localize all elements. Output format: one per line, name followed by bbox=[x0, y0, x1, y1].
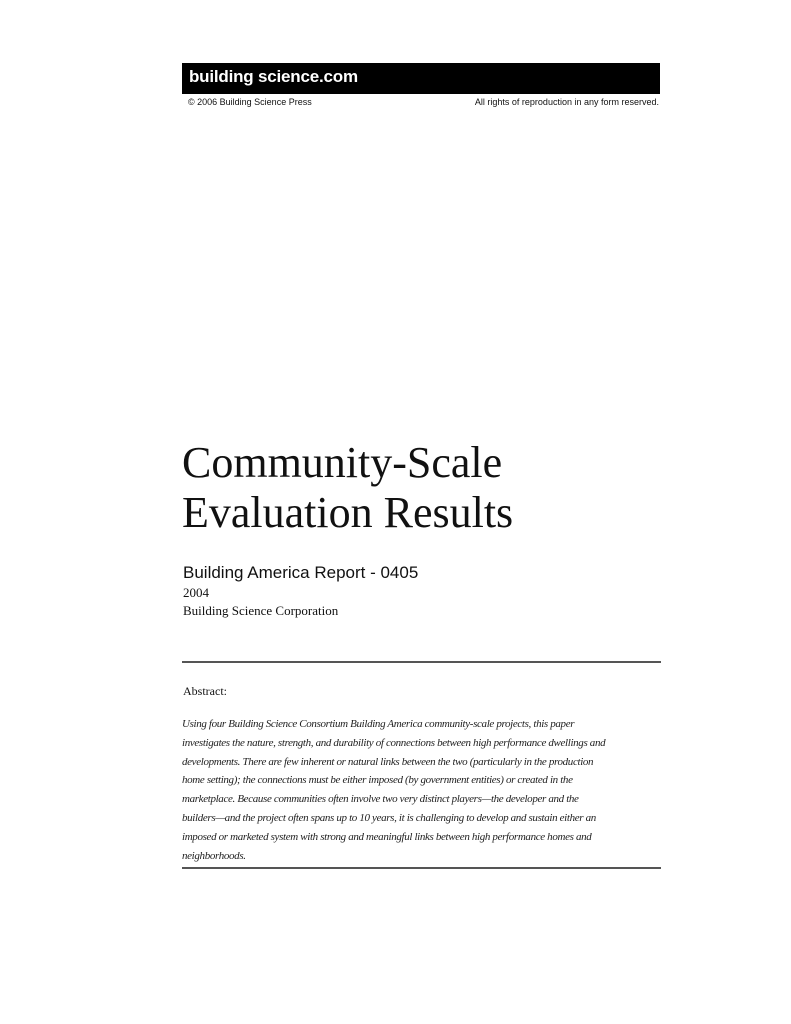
title-line-2: Evaluation Results bbox=[182, 488, 514, 537]
copyright-notice: © 2006 Building Science Press bbox=[188, 97, 312, 107]
report-organization: Building Science Corporation bbox=[183, 603, 339, 618]
divider-bottom bbox=[182, 867, 661, 869]
divider-top bbox=[182, 661, 661, 663]
abstract-heading: Abstract: bbox=[183, 684, 227, 698]
abstract-line: Using four Building Science Consortium Building America community-scale projects, this paper bbox=[182, 718, 575, 730]
title-line-1: Community-Scale bbox=[182, 438, 503, 487]
abstract-line: marketplace. Because communities often involve two very distinct players—the developer and the bbox=[182, 793, 579, 806]
abstract-line: builders—and the project often spans up to 10 years, it is challenging to develop and sustain either an bbox=[182, 811, 596, 824]
abstract-line: developments. There are few inherent or natural links between the two (particularly in the production bbox=[182, 755, 594, 768]
report-year: 2004 bbox=[183, 585, 209, 600]
header-bar bbox=[182, 63, 660, 94]
abstract-line: imposed or marketed system with strong and meaningful links between high performance homes and bbox=[182, 830, 592, 843]
report-name: Building America Report - 0405 bbox=[183, 563, 419, 582]
abstract-body bbox=[182, 715, 658, 865]
abstract-line: home setting); the connections must be either imposed (by government entities) or created in the bbox=[182, 774, 573, 787]
brand-logo-text: building science.com bbox=[189, 67, 358, 86]
abstract-line: investigates the nature, strength, and durability of connections between high performance dwellings and bbox=[182, 736, 606, 749]
document-title bbox=[182, 438, 662, 538]
rights-notice: All rights of reproduction in any form reserved. bbox=[474, 97, 659, 107]
abstract-line: neighborhoods. bbox=[182, 849, 246, 862]
